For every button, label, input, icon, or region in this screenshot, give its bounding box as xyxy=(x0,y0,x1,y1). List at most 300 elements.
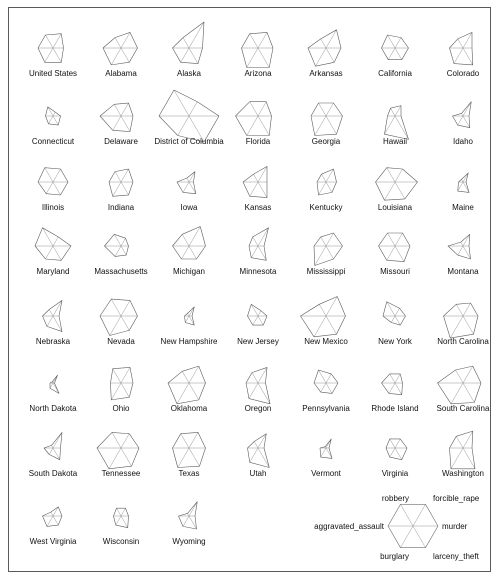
star-outline xyxy=(109,169,133,196)
star-outline xyxy=(314,233,343,265)
unit-label: Pennsylvania xyxy=(302,404,350,413)
star-outline xyxy=(43,507,63,526)
spoke-burglary xyxy=(47,316,53,326)
legend-label-aggravated-assault: aggravated_assault xyxy=(314,522,384,531)
spoke-larceny_theft xyxy=(395,383,402,395)
spoke-larceny_theft xyxy=(258,383,270,404)
spoke-robbery xyxy=(111,299,121,316)
unit-label: Oregon xyxy=(244,404,272,413)
spoke-larceny_theft xyxy=(326,448,332,458)
spoke-forcible_rape xyxy=(53,112,55,116)
spoke-burglary xyxy=(321,448,326,457)
legend-label-burglary: burglary xyxy=(380,552,409,561)
star-louisiana xyxy=(376,168,418,200)
spoke-burglary xyxy=(388,48,395,60)
spoke-forcible_rape xyxy=(258,32,267,48)
spoke-forcible_rape xyxy=(121,238,126,246)
legend-label-larceny-theft: larceny_theft xyxy=(433,552,479,561)
star-arizona xyxy=(242,32,274,67)
unit-label: West Virginia xyxy=(29,537,77,546)
star-new-jersey xyxy=(248,304,268,325)
spoke-robbery xyxy=(112,432,121,448)
star-kansas xyxy=(243,166,267,197)
spoke-burglary xyxy=(185,316,189,323)
spoke-forcible_rape xyxy=(258,102,266,116)
unit-label: Iowa xyxy=(180,203,198,212)
spoke-burglary xyxy=(247,116,258,135)
spoke-larceny_theft xyxy=(189,48,198,64)
spoke-larceny_theft xyxy=(121,48,129,62)
spoke-robbery xyxy=(183,38,189,48)
star-oklahoma xyxy=(168,366,206,404)
spoke-robbery xyxy=(45,168,53,182)
star-outline xyxy=(246,367,270,403)
spoke-robbery xyxy=(52,445,54,448)
spoke-burglary xyxy=(319,182,327,195)
spoke-larceny_theft xyxy=(53,516,58,525)
spoke-forcible_rape xyxy=(53,237,58,246)
star-outline xyxy=(385,106,409,140)
spoke-larceny_theft xyxy=(189,383,199,400)
unit-label: Michigan xyxy=(172,267,206,276)
spoke-burglary xyxy=(458,246,463,255)
spoke-robbery xyxy=(117,508,122,516)
spoke-forcible_rape xyxy=(121,508,126,516)
star-california xyxy=(382,35,409,60)
spoke-forcible_rape xyxy=(53,169,61,182)
star-maryland xyxy=(35,228,71,260)
spoke-robbery xyxy=(456,436,463,448)
unit-label: Idaho xyxy=(452,137,474,146)
star-missouri xyxy=(379,233,411,262)
spoke-larceny_theft xyxy=(395,116,409,139)
star-outline xyxy=(311,103,343,135)
star-outline xyxy=(100,103,133,132)
spoke-larceny_theft xyxy=(53,48,61,62)
spoke-burglary xyxy=(315,246,326,265)
unit-label: Virginia xyxy=(381,469,409,478)
spoke-robbery xyxy=(253,237,258,246)
star-outline xyxy=(301,297,346,337)
star-georgia xyxy=(311,103,343,135)
spoke-larceny_theft xyxy=(326,383,332,393)
spoke-robbery xyxy=(115,172,121,182)
spoke-burglary xyxy=(450,316,463,338)
spoke-robbery xyxy=(49,310,53,317)
legend-spoke xyxy=(401,504,414,526)
spoke-forcible_rape xyxy=(258,311,261,316)
unit-label: Nebraska xyxy=(35,337,71,346)
star-outline xyxy=(168,366,206,404)
star-minnesota xyxy=(249,228,269,260)
spoke-forcible_rape xyxy=(395,374,400,383)
legend-spoke xyxy=(413,526,426,548)
unit-label: Alaska xyxy=(176,69,202,78)
unit-label: Ohio xyxy=(112,404,130,413)
star-outline xyxy=(314,370,338,393)
unit-label: Tennessee xyxy=(101,469,141,478)
star-alabama xyxy=(103,32,138,64)
spoke-larceny_theft xyxy=(53,182,61,195)
star-washington xyxy=(450,431,476,469)
spoke-forcible_rape xyxy=(121,103,129,116)
star-pennsylvania xyxy=(314,370,338,393)
star-outline xyxy=(97,432,139,468)
spoke-burglary xyxy=(247,48,258,67)
star-maine xyxy=(458,173,469,192)
spoke-burglary xyxy=(182,246,190,259)
star-outline xyxy=(50,375,59,393)
unit-label: Colorado xyxy=(446,69,480,78)
spoke-larceny_theft xyxy=(121,316,129,330)
unit-label: Maryland xyxy=(36,267,70,276)
star-outline xyxy=(100,299,138,335)
unit-label: Vermont xyxy=(311,469,341,478)
unit-label: Utah xyxy=(249,469,267,478)
star-outline xyxy=(450,431,476,469)
unit-label: North Carolina xyxy=(437,337,489,346)
spoke-larceny_theft xyxy=(258,182,267,198)
unit-label: Kentucky xyxy=(309,203,343,212)
spoke-robbery xyxy=(51,512,53,516)
spoke-robbery xyxy=(456,370,464,383)
star-outline xyxy=(44,432,62,459)
star-outline xyxy=(376,168,418,200)
spoke-burglary xyxy=(177,383,189,404)
spoke-larceny_theft xyxy=(121,448,132,466)
star-illinois xyxy=(38,168,68,195)
spoke-larceny_theft xyxy=(463,116,470,128)
star-ohio xyxy=(111,367,134,399)
unit-label: Illinois xyxy=(41,203,65,212)
spoke-burglary xyxy=(251,246,258,258)
spoke-burglary xyxy=(46,182,53,194)
spoke-larceny_theft xyxy=(258,116,269,135)
spoke-larceny_theft xyxy=(189,246,197,259)
star-outline xyxy=(173,227,206,259)
unit-label: Hawaii xyxy=(382,137,408,146)
spoke-larceny_theft xyxy=(463,383,474,402)
unit-label: Arizona xyxy=(244,69,272,78)
spoke-burglary xyxy=(50,383,53,388)
spoke-burglary xyxy=(111,48,121,65)
spoke-burglary xyxy=(451,448,463,469)
spoke-robbery xyxy=(390,374,395,383)
unit-label: Maine xyxy=(452,203,474,212)
unit-label: Nevada xyxy=(107,337,135,346)
star-hawaii xyxy=(385,106,409,140)
spoke-robbery xyxy=(319,304,326,316)
star-south-carolina xyxy=(438,366,482,404)
star-south-dakota xyxy=(44,432,62,459)
unit-label: Indiana xyxy=(107,203,135,212)
spoke-forcible_rape xyxy=(189,432,198,448)
spoke-larceny_theft xyxy=(326,316,337,334)
spoke-robbery xyxy=(48,107,53,116)
star-united-states xyxy=(38,34,64,63)
star-outline xyxy=(438,366,482,404)
unit-label: Kansas xyxy=(244,203,272,212)
spoke-robbery xyxy=(181,434,189,448)
unit-label: Connecticut xyxy=(31,137,75,146)
spoke-robbery xyxy=(458,39,463,48)
spoke-forcible_rape xyxy=(395,233,403,246)
spoke-forcible_rape xyxy=(463,234,470,246)
spoke-robbery xyxy=(252,373,258,383)
star-outline xyxy=(383,302,406,325)
star-iowa xyxy=(177,172,196,194)
spoke-robbery xyxy=(461,242,463,246)
star-alaska xyxy=(173,22,205,64)
spoke-burglary xyxy=(116,516,121,525)
star-oregon xyxy=(246,367,270,403)
spoke-burglary xyxy=(113,182,121,196)
spoke-forcible_rape xyxy=(326,103,334,116)
legend-key xyxy=(388,504,438,547)
spoke-burglary xyxy=(391,316,395,323)
spoke-robbery xyxy=(254,174,259,182)
spoke-burglary xyxy=(253,316,258,325)
spoke-forcible_rape xyxy=(121,300,130,316)
star-outline xyxy=(448,234,471,259)
spoke-larceny_theft xyxy=(121,246,126,255)
star-outline xyxy=(248,434,270,468)
spoke-forcible_rape xyxy=(189,102,197,116)
spoke-larceny_theft xyxy=(121,116,130,132)
star-new-mexico xyxy=(301,297,346,337)
star-connecticut xyxy=(46,107,61,125)
legend-spoke xyxy=(401,526,414,548)
spoke-robbery xyxy=(182,234,189,246)
unit-label: Minnesota xyxy=(239,267,277,276)
unit-label: Missouri xyxy=(380,267,410,276)
spoke-robbery xyxy=(462,179,464,182)
spoke-forcible_rape xyxy=(189,227,200,246)
legend-label-murder: murder xyxy=(442,522,468,531)
spoke-robbery xyxy=(46,35,54,48)
spoke-burglary xyxy=(315,116,326,135)
spoke-forcible_rape xyxy=(463,366,473,383)
spoke-larceny_theft xyxy=(463,48,473,65)
spoke-larceny_theft xyxy=(395,48,402,60)
star-outline xyxy=(173,22,205,64)
spoke-larceny_theft xyxy=(463,182,469,192)
star-florida xyxy=(236,102,272,136)
spoke-larceny_theft xyxy=(53,116,58,125)
unit-label: Arkansas xyxy=(309,69,343,78)
star-district-of-columbia xyxy=(159,90,219,142)
unit-label: New Jersey xyxy=(237,337,279,346)
spoke-robbery xyxy=(113,369,121,383)
star-outline xyxy=(382,374,403,395)
star-utah xyxy=(248,434,270,468)
spoke-robbery xyxy=(388,35,396,48)
spoke-larceny_theft xyxy=(121,383,129,397)
spoke-burglary xyxy=(110,316,121,335)
spoke-forcible_rape xyxy=(326,374,331,383)
unit-label: California xyxy=(378,69,412,78)
spoke-larceny_theft xyxy=(326,246,334,259)
unit-label: Massachusetts xyxy=(94,267,148,276)
spoke-forcible_rape xyxy=(395,38,401,48)
unit-label: Mississippi xyxy=(306,267,346,276)
spoke-larceny_theft xyxy=(121,182,129,195)
unit-label: United States xyxy=(28,69,78,78)
spoke-robbery xyxy=(254,442,258,449)
spoke-burglary xyxy=(316,48,327,66)
spoke-burglary xyxy=(109,448,121,469)
star-massachusetts xyxy=(105,234,129,256)
star-colorado xyxy=(450,32,473,64)
star-michigan xyxy=(173,227,206,259)
spoke-larceny_theft xyxy=(326,116,337,134)
spoke-larceny_theft xyxy=(189,448,200,466)
spoke-robbery xyxy=(115,38,121,48)
spoke-robbery xyxy=(456,304,463,316)
spoke-burglary xyxy=(113,116,121,130)
spoke-robbery xyxy=(319,103,327,116)
spoke-burglary xyxy=(314,316,326,337)
spoke-forcible_rape xyxy=(326,297,337,316)
star-new-york xyxy=(383,302,406,325)
spoke-forcible_rape xyxy=(189,22,204,48)
spoke-forcible_rape xyxy=(53,507,58,516)
spoke-larceny_theft xyxy=(395,182,405,199)
spoke-robbery xyxy=(321,237,326,246)
spoke-forcible_rape xyxy=(121,169,129,182)
spoke-burglary xyxy=(46,246,54,259)
legend-spoke xyxy=(413,504,426,526)
spoke-burglary xyxy=(178,448,189,467)
spoke-forcible_rape xyxy=(395,169,403,182)
unit-label: New Mexico xyxy=(304,337,348,346)
spoke-robbery xyxy=(114,104,121,116)
star-outline xyxy=(179,502,198,529)
unit-label: Alabama xyxy=(105,69,137,78)
star-mississippi xyxy=(314,233,343,265)
unit-label: Rhode Island xyxy=(371,404,419,413)
unit-label: New Hampshire xyxy=(160,337,218,346)
star-outline xyxy=(38,168,68,195)
spoke-robbery xyxy=(321,39,326,48)
spoke-burglary xyxy=(451,383,463,404)
legend-label-forcible-rape: forcible_rape xyxy=(433,494,480,503)
star-outline xyxy=(453,102,472,128)
spoke-robbery xyxy=(188,513,190,516)
spoke-burglary xyxy=(321,383,326,392)
spoke-robbery xyxy=(182,371,189,383)
spoke-burglary xyxy=(183,182,189,192)
unit-label: Georgia xyxy=(311,137,341,146)
spoke-robbery xyxy=(250,102,258,116)
unit-label: Delaware xyxy=(104,137,138,146)
unit-label: Washington xyxy=(442,469,484,478)
star-outline xyxy=(103,32,138,64)
star-tennessee xyxy=(97,432,139,468)
unit-label: North Dakota xyxy=(29,404,77,413)
star-nevada xyxy=(100,299,138,335)
star-montana xyxy=(448,234,471,259)
spoke-burglary xyxy=(250,182,258,196)
star-north-carolina xyxy=(444,303,479,338)
spoke-burglary xyxy=(183,516,189,526)
unit-label: Wisconsin xyxy=(102,537,140,546)
spoke-robbery xyxy=(390,439,395,448)
star-north-dakota xyxy=(50,375,59,393)
spoke-burglary xyxy=(115,246,121,256)
spoke-burglary xyxy=(454,48,463,64)
unit-label: Oklahoma xyxy=(170,404,208,413)
unit-label: Montana xyxy=(447,267,479,276)
spoke-burglary xyxy=(390,448,395,457)
star-virginia xyxy=(386,439,407,460)
spoke-robbery xyxy=(251,304,258,316)
spoke-larceny_theft xyxy=(121,516,128,528)
unit-label: South Carolina xyxy=(436,404,490,413)
spoke-forcible_rape xyxy=(53,34,61,48)
spoke-forcible_rape xyxy=(395,308,400,316)
star-outline xyxy=(382,35,409,60)
spoke-larceny_theft xyxy=(395,448,402,460)
star-west-virginia xyxy=(43,507,63,526)
unit-label: Texas xyxy=(178,469,200,478)
spoke-burglary xyxy=(389,383,395,393)
spoke-larceny_theft xyxy=(258,448,269,467)
spoke-robbery xyxy=(391,108,396,116)
spoke-robbery xyxy=(322,174,327,182)
spoke-burglary xyxy=(178,116,189,135)
unit-label: Florida xyxy=(245,137,271,146)
star-outline xyxy=(35,228,71,260)
unit-label: New York xyxy=(378,337,412,346)
spoke-burglary xyxy=(249,383,258,399)
unit-label: South Dakota xyxy=(28,469,78,478)
spoke-larceny_theft xyxy=(53,246,61,260)
unit-label: Louisiana xyxy=(377,203,413,212)
star-outline xyxy=(173,432,206,467)
spoke-larceny_theft xyxy=(326,182,332,192)
unit-label: District of Columbia xyxy=(154,137,224,146)
star-indiana xyxy=(109,169,133,196)
star-wyoming xyxy=(179,502,198,529)
spoke-larceny_theft xyxy=(326,48,334,62)
spoke-larceny_theft xyxy=(463,316,474,334)
spoke-robbery xyxy=(388,233,396,246)
spoke-burglary xyxy=(181,48,189,62)
spoke-robbery xyxy=(188,313,190,316)
spoke-larceny_theft xyxy=(258,316,263,325)
spoke-burglary xyxy=(111,383,121,400)
spoke-burglary xyxy=(47,516,53,526)
star-delaware xyxy=(100,103,133,132)
spoke-burglary xyxy=(45,48,53,62)
spoke-burglary xyxy=(49,116,54,124)
star-kentucky xyxy=(317,169,337,195)
star-rhode-island xyxy=(382,374,403,395)
star-outline xyxy=(386,439,407,460)
spoke-robbery xyxy=(387,168,395,182)
unit-label: Wyoming xyxy=(172,537,206,546)
spoke-forcible_rape xyxy=(121,367,130,383)
spoke-forcible_rape xyxy=(463,303,471,316)
spoke-burglary xyxy=(49,448,53,455)
star-idaho xyxy=(453,102,472,128)
spoke-burglary xyxy=(387,246,395,260)
legend-label-robbery: robbery xyxy=(381,494,409,503)
star-nebraska xyxy=(43,300,63,331)
spoke-burglary xyxy=(250,448,258,462)
star-arkansas xyxy=(308,30,341,66)
